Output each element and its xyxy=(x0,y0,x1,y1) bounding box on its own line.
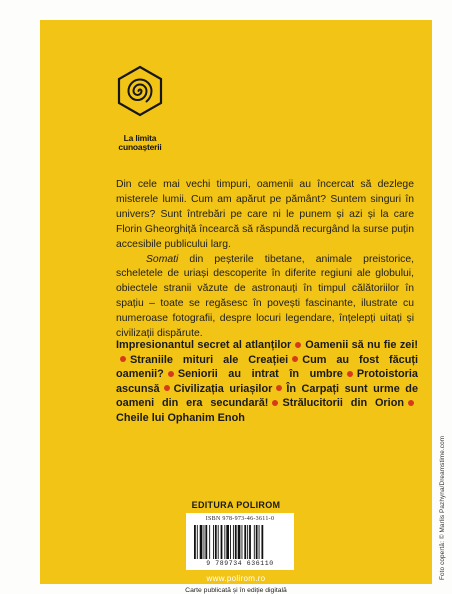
chapter-title: Seniorii au intrat în umbre xyxy=(177,368,343,381)
publisher-website: www.polirom.ro xyxy=(206,574,266,583)
description-paragraph-2: din peșterile tibetane, animale preistorice, scheletele de uriași descoperite în diferite regiuni ale globului, obiectele stranii văzute de astronauți în timpul călătoriilor în spațiu – toate se regăsesc în povești fascinante, ilustrate cu numeroase fotografii, despre locuri legendare, înțelepți uitați și civilizații dispărute. xyxy=(116,253,414,340)
bullet-dot xyxy=(164,385,170,391)
barcode-bar xyxy=(221,525,223,559)
barcode-bar xyxy=(247,525,248,559)
chapter-title: Cheile lui Ophanim Enoh xyxy=(116,411,245,424)
barcode-bar xyxy=(213,525,214,559)
barcode-bar xyxy=(226,525,229,559)
barcode-bar xyxy=(194,525,196,559)
chapter-title: Straniile mituri ale Creației xyxy=(130,353,289,366)
chapter-title: Impresionantul secret al atlanților xyxy=(116,339,292,351)
barcode-bar xyxy=(197,525,198,559)
series-name-line1: La limita xyxy=(123,133,157,143)
spiral-hexagon-icon xyxy=(115,64,165,134)
barcode-bar xyxy=(209,525,210,559)
photo-credit: Foto copertă: © Marlis Pazhyna/Dreamstime.com xyxy=(439,435,446,580)
chapter-title: Cum au fost făcuți oamenii? xyxy=(116,353,418,381)
bullet-dot xyxy=(168,371,174,377)
barcode-bar xyxy=(204,525,205,559)
barcode-number: 9 789734 636110 xyxy=(206,560,274,567)
chapter-title: Protoistoria ascunsă xyxy=(116,368,418,395)
barcode-bar xyxy=(259,525,260,559)
publisher-name: EDITURA POLIROM xyxy=(191,500,281,510)
bullet-dot xyxy=(408,400,414,406)
description-emphasis: Somati xyxy=(146,253,179,265)
barcode-bar xyxy=(249,525,251,559)
book-description xyxy=(116,178,414,342)
barcode-bar xyxy=(235,525,237,559)
bullet-dot xyxy=(292,356,298,362)
bullet-dot xyxy=(276,385,282,391)
barcode-bar xyxy=(230,525,231,559)
barcode-bar xyxy=(261,525,263,559)
barcode-bars xyxy=(194,525,286,559)
bullet-dot xyxy=(347,371,353,377)
series-name xyxy=(109,134,171,151)
barcode-bar xyxy=(256,525,258,559)
barcode-bar xyxy=(215,525,217,559)
description-paragraph-1: Din cele mai vechi timpuri, oamenii au încercat să dezlege misterele lumii. Cum am apărut pe pământ? Suntem singuri în univers? Sunt întrebări pe care ni le punem și azi și la care Florin Gheorghiță încearcă să răspundă recurgând la surse puțin accesibile publicului larg. xyxy=(116,179,414,250)
barcode-bar xyxy=(238,525,241,559)
isbn-label: ISBN 978-973-46-3611-0 xyxy=(205,516,275,522)
bullet-dot xyxy=(272,400,278,406)
chapter-titles-list xyxy=(116,338,418,426)
barcode-bar xyxy=(205,525,207,559)
bullet-dot xyxy=(295,342,301,348)
chapter-title: Civilizația uriașilor xyxy=(173,382,273,395)
barcode-bar xyxy=(200,525,203,559)
barcode-bar xyxy=(242,525,243,559)
series-logo xyxy=(115,64,165,154)
chapter-title: Strălucitorii din Orion xyxy=(282,397,404,410)
series-name-line2: cunoașterii xyxy=(118,141,162,152)
bullet-dot xyxy=(120,356,126,362)
chapter-title: În Carpați sunt urme de oameni din era secundară! xyxy=(116,382,419,410)
barcode-bar xyxy=(218,525,219,559)
back-cover xyxy=(40,20,446,594)
digital-edition-note: Carte publicată și în ediție digitală xyxy=(185,587,287,594)
chapter-title: Oamenii să nu fie zei! xyxy=(305,339,418,351)
barcode-bar xyxy=(254,525,255,559)
barcode-bar xyxy=(244,525,246,559)
barcode-bar xyxy=(233,525,234,559)
barcode-bar xyxy=(224,525,225,559)
barcode xyxy=(186,513,294,570)
